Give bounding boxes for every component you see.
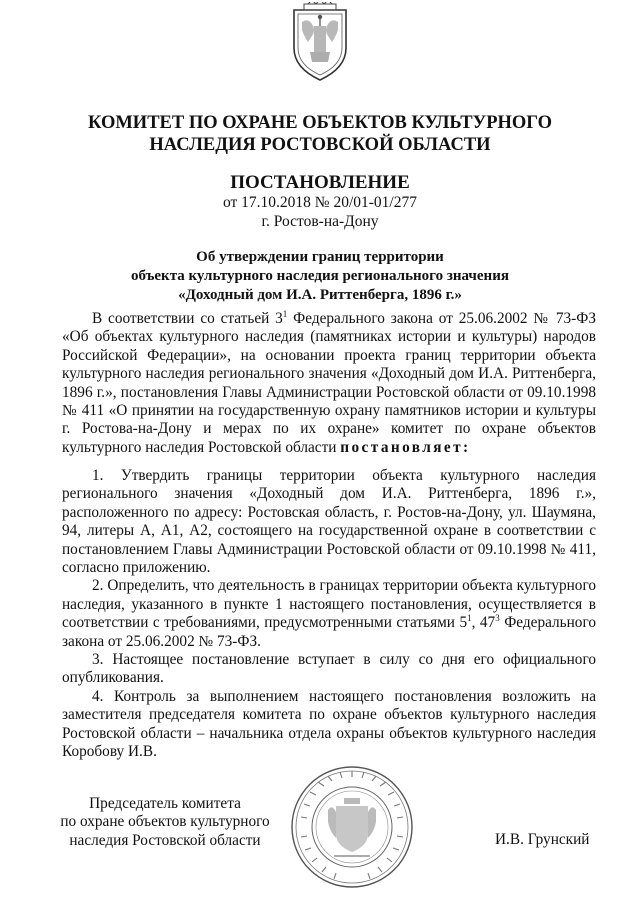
city: г. Ростов-на-Дону xyxy=(261,213,379,230)
subject-line1: Об утверждении границ территории xyxy=(196,249,444,265)
date-number: от 17.10.2018 № 20/01-01/277 xyxy=(222,194,417,211)
subject-line3: «Доходный дом И.А. Риттенберга, 1896 г.» xyxy=(178,287,462,303)
item-3: 3. Настоящее постановление вступает в силу со дня его официального опубликования. xyxy=(62,651,596,687)
preamble-paragraph: В соответствии со статьей $3^1$ Федерального закона от 25.06.2002 № 73-ФЗ «Об объектах культурного наследия (памятниках истории и культуры) народов Российской Федерации», на основании проекта границ территории объекта культурного наследия регионального значения «Доходный дом И.А. Риттенберга, 1896 г.», постановления Главы Администрации Ростовской области от 09.10.1998 № 411 «О принятии на государственную охрану памятников истории и культуры г. Ростова-на-Дону и мерах по их охране» комитет по охране объектов культурного наследия Ростовской области постановляет: xyxy=(62,308,596,456)
subject-line2: объекта культурного наследия регионального значения xyxy=(131,268,509,284)
position-line3: наследия Ростовской области xyxy=(69,831,261,849)
item-1: 1. Утвердить границы территории объекта культурного наследия регионального значения «Доходный дом И.А. Риттенберга, 1896 г.», расположенного по адресу: Ростовская область, г. Ростов-на-Дону, ул. Шаумяна, 94, литеры А, А1, А2, состоящего на государственной охране в соответствии с постановлением Главы Администрации Ростовской области от 09.10.1998 № 411, согласно приложению. xyxy=(62,467,596,577)
signatory-name: И.В. Грунский xyxy=(495,831,590,848)
position-line2: по охране объектов культурного xyxy=(60,813,270,831)
decree-items xyxy=(62,467,596,762)
item-4: 4. Контроль за выполнением настоящего постановления возложить на заместителя председателя комитета по охране объектов культурного наследия Ростовской области – начальника отдела охраны объектов культурного наследия Коробову И.В. xyxy=(62,687,596,761)
decree-word: постановляет: xyxy=(340,438,471,456)
document-subject xyxy=(0,248,640,305)
official-seal-icon xyxy=(288,762,416,892)
signatory-position xyxy=(60,795,270,850)
org-name-line1: КОМИТЕТ ПО ОХРАНЕ ОБЪЕКТОВ КУЛЬТУРНОГО xyxy=(88,113,552,133)
item-2: 2. Определить, что деятельность в границах территории объекта культурного наследия, указанного в пункте 1 настоящего постановления, осуществляется в соответствии с требованиями, предусмотренными статьями $5^1$, $47^3$ Федерального закона от 25.06.2002 № 73-ФЗ. xyxy=(62,577,596,650)
coat-of-arms-icon xyxy=(288,2,352,84)
position-line1: Председатель комитета xyxy=(89,795,241,812)
document-type: ПОСТАНОВЛЕНИЕ xyxy=(230,172,410,193)
org-name-line2: НАСЛЕДИЯ РОСТОВСКОЙ ОБЛАСТИ xyxy=(149,135,491,155)
